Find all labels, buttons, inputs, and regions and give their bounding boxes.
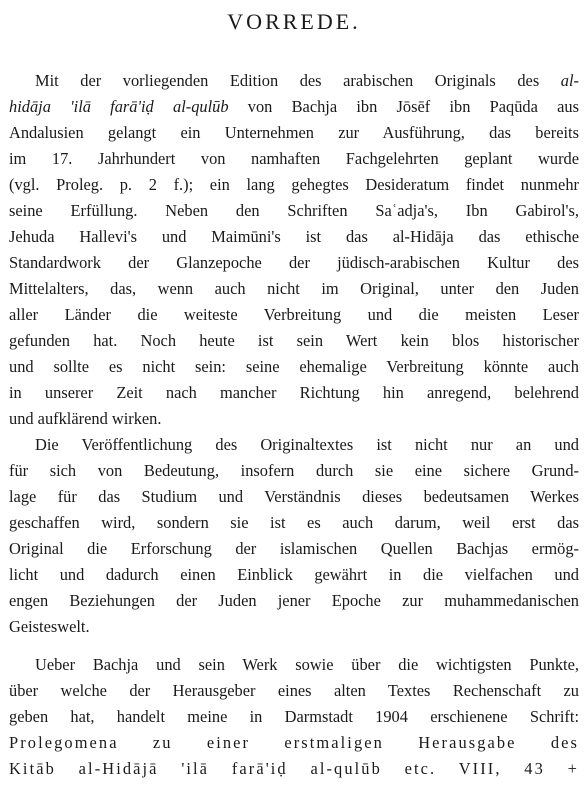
- text-line: Die Veröffentlichung des Originaltextes ist nicht nur an und: [35, 435, 579, 454]
- text-line: Geisteswelt.: [9, 617, 90, 636]
- text-line: und aufklärend wirken.: [9, 409, 162, 428]
- text-line: Original die Erforschung der islamischen Quellen Bachjas ermög-: [9, 539, 579, 558]
- text-line: [9, 97, 579, 117]
- text-line: Prolegomena zu einer erstmaligen Herausgabe des: [9, 733, 579, 752]
- text-line: engen Beziehungen der Juden jener Epoche zur muhammedanischen: [9, 591, 579, 610]
- page-title: VORREDE.: [227, 9, 361, 34]
- line-text: von Bachja ibn Jōsēf ibn Paqūda aus: [228, 97, 579, 116]
- text-line: (vgl. Proleg. p. 2 f.); ein lang gehegtes Desideratum findet nunmehr: [9, 175, 579, 194]
- text-line: Andalusien gelangt ein Unternehmen zur Ausführung, das bereits: [9, 123, 579, 142]
- text-line: seine Erfüllung. Neben den Schriften Saʿadja's, Ibn Gabirol's,: [9, 201, 579, 220]
- text-line: gefunden hat. Noch heute ist sein Wert kein blos historischer: [9, 331, 579, 350]
- text-line: Mittelalters, das, wenn auch nicht im Original, unter den Juden: [9, 279, 579, 298]
- text-line: geschaffen wird, sondern sie ist es auch darum, weil erst das: [9, 513, 579, 532]
- italic-title-text: hidāja 'ilā farā'iḍ al-qulūb: [9, 97, 229, 116]
- line-text: Mit der vorliegenden Edition des arabischen Originals des: [35, 71, 561, 90]
- text-line: und sollte es nicht sein: seine ehemalige Verbreitung könnte auch: [9, 357, 579, 376]
- text-line: für sich von Bedeutung, insofern durch sie eine sichere Grund-: [9, 461, 579, 480]
- italic-title-text: al-: [560, 71, 579, 90]
- text-line: geben hat, handelt meine in Darmstadt 1904 erschienene Schrift:: [9, 707, 579, 726]
- text-line: Jehuda Hallevi's und Maimūni's ist das al-Hidāja das ethische: [9, 227, 579, 246]
- text-line: Ueber Bachja und sein Werk sowie über die wichtigsten Punkte,: [35, 655, 579, 674]
- text-line: [35, 71, 579, 91]
- text-line: Kitāb al-Hidājā 'ilā farā'iḍ al-qulūb etc. VIII, 43 +: [9, 759, 579, 778]
- text-line: aller Länder die weiteste Verbreitung und die meisten Leser: [9, 305, 579, 324]
- text-line: in unserer Zeit nach mancher Richtung hin anregend, belehrend: [9, 383, 579, 402]
- text-line: lage für das Studium und Verständnis dieses bedeutsamen Werkes: [9, 487, 579, 506]
- text-line: Standardwork der Glanzepoche der jüdisch-arabischen Kultur des: [9, 253, 579, 272]
- text-line: über welche der Herausgeber eines alten Textes Rechenschaft zu: [9, 681, 579, 700]
- text-line: im 17. Jahrhundert von namhaften Fachgelehrten geplant wurde: [9, 149, 579, 168]
- text-line: licht und dadurch einen Einblick gewährt in die vielfachen und: [9, 565, 579, 584]
